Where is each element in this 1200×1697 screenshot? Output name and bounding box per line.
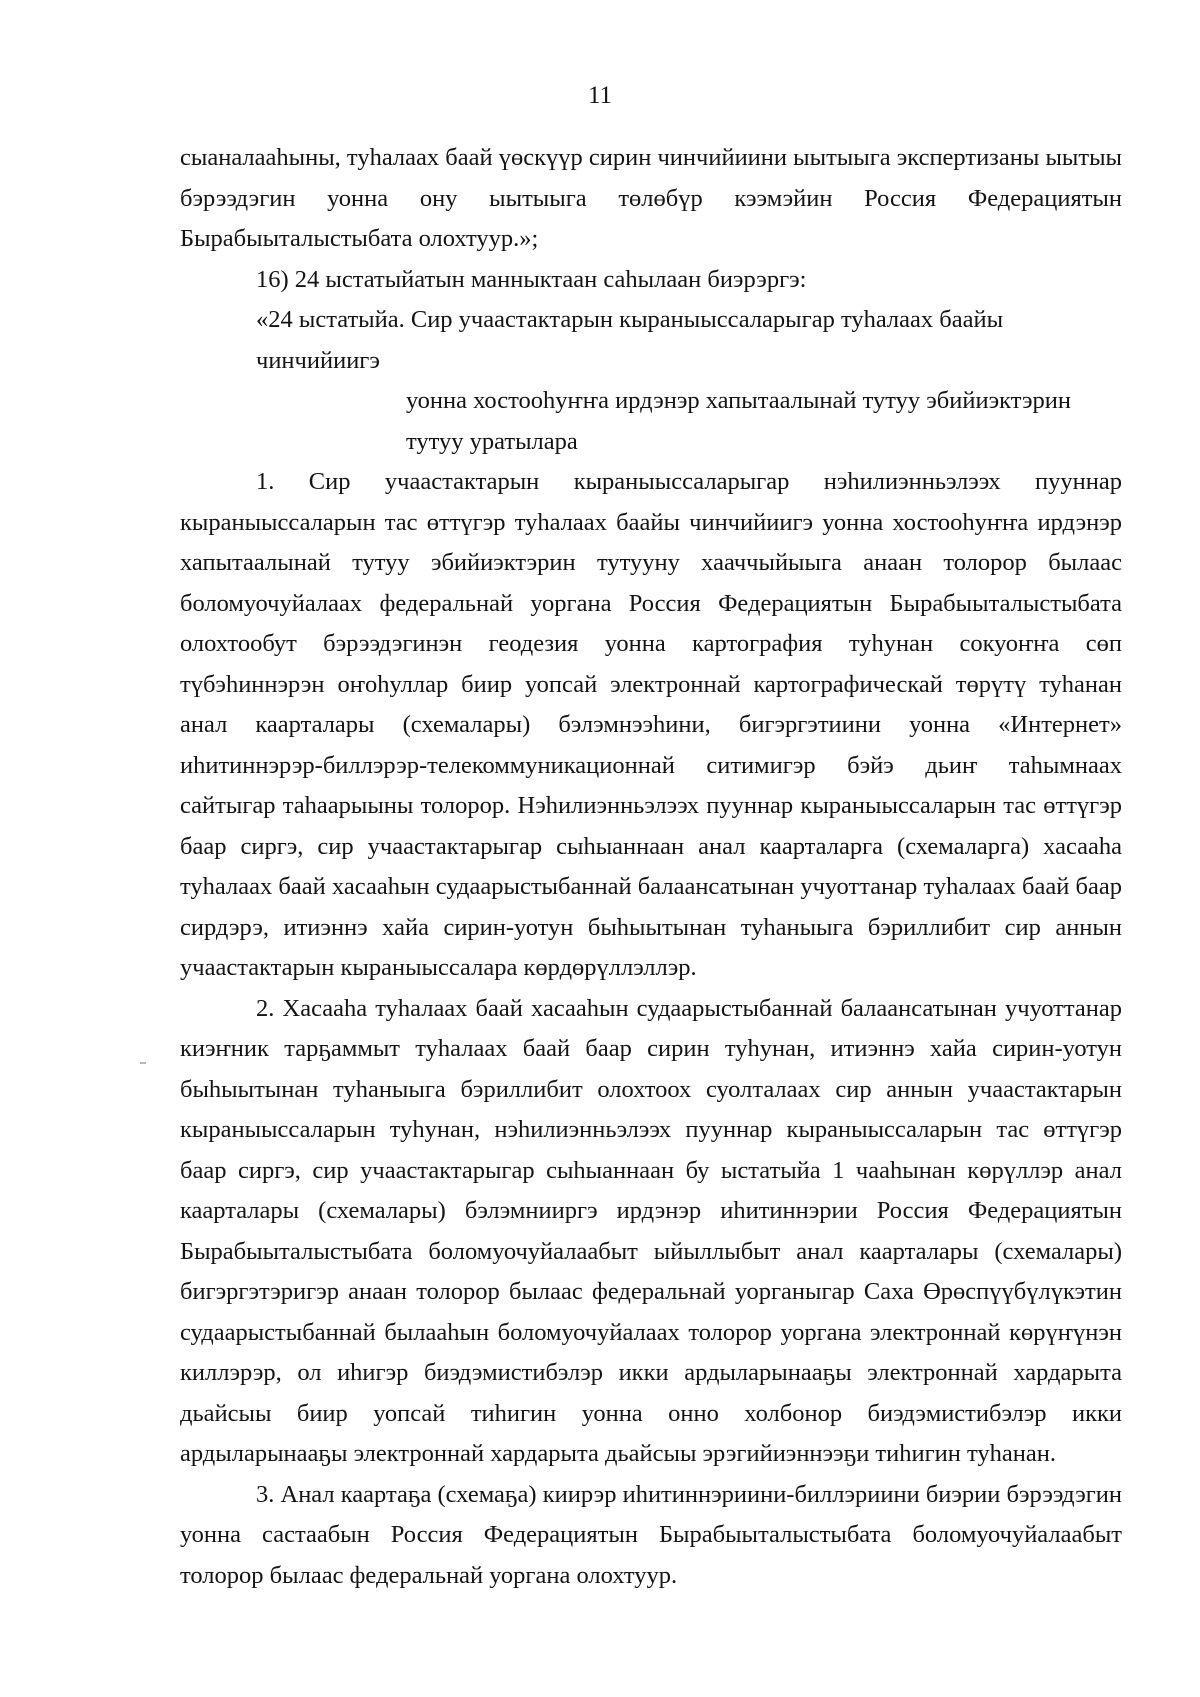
article-title-line-2: уонна хостооһуҥҥа ирдэнэр хапытаалынай тутуу эбийиэктэрин bbox=[406, 387, 1071, 414]
paragraph-part-3: 3. Анал каартаҕа (схемаҕа) киирэр иһитиннэриини-биллэриини биэрии бэрээдэгин уонна састаабын Россия Федерациятын Бырабыыталыстыбата боломуочуйалаабыт толорор былаас федеральнай уоргана олохтуур. bbox=[180, 1480, 1122, 1589]
document-body bbox=[180, 138, 1122, 1596]
paragraph-continuation: сыаналааһыны, туһалаах баай үөскүүр сирин чинчийиини ыытыыга экспертизаны ыытыы бэрээдэгин уонна ону ыытыыга төлөбүр кээмэйин Россия Федерациятын Бырабыыталыстыбата олохтуур.»; bbox=[180, 144, 1122, 252]
article-title bbox=[180, 300, 1122, 462]
margin-mark bbox=[140, 1062, 146, 1064]
article-title-line-1: «24 ыстатыйа. Сир учаастактарын кыраныыссаларыгар туһалаах баайы чинчийиигэ bbox=[256, 306, 1004, 374]
paragraph-part-1: 1. Сир учаастактарын кыраныыссаларыгар нэһилиэнньэлээх пууннар кыраныыссаларын тас өттүгэр туһалаах баайы чинчийиигэ уонна хостооһуҥҥа ирдэнэр хапытаалынай тутуу эбийиэктэрин тутууну хааччыйыыга анаан толорор былаас боломуочуйалаах федеральнай уоргана Россия Федерациятын Бырабыыталыстыбата олохтообут бэрээдэгинэн геодезия уонна картография туһунан сокуоҥҥа сөп түбэһиннэрэн оҥоһуллар биир уопсай электроннай картографическай төрүтү туһанан анал каарталары (схемалары) бэлэмнээһини, бигэргэтиини уонна «Интернет» иһитиннэрэр-биллэрэр-телекоммуникационнай ситимигэр бэйэ дьиҥ таһымнаах сайтыгар таһаарыыны толорор. Нэһилиэнньэлээх пууннар кыраныыссаларын тас өттүгэр баар сиргэ, сир учаастактарыгар сыһыаннаан анал каарталарга (схемаларга) хасааһа туһалаах баай хасааһын судаарыстыбаннай балаансатынан учуоттанар туһалаах баай баар сирдэрэ, итиэннэ хайа сирин-уотун быһыытынан туһаныыга бэриллибит сир аннын учаастактарын кыраныыссалара көрдөрүллэллэр. bbox=[180, 468, 1122, 981]
paragraph-amendment-16: 16) 24 ыстатыйатын манныктаан саһылаан биэрэргэ: bbox=[256, 265, 807, 293]
page-number: 11 bbox=[587, 82, 613, 109]
article-title-line-3: тутуу уратылара bbox=[406, 427, 578, 455]
paragraph-part-2: 2. Хасааһа туһалаах баай хасааһын судаарыстыбаннай балаансатынан учуоттанар киэҥник тарҕаммыт туһалаах баай баар сирин туһунан, итиэннэ хайа сирин-уотун быһыытынан туһаныыга бэриллибит олохтоох суолталаах сир аннын учаастактарын кыраныыссаларын туһунан, нэһилиэнньэлээх пууннар кыраныыссаларын тас өттүгэр баар сиргэ, сир учаастактарыгар сыһыаннаан бу ыстатыйа 1 чааһынан көрүллэр анал каарталары (схемалары) бэлэмнииргэ ирдэнэр иһитиннэрии Россия Федерациятын Бырабыыталыстыбата боломуочуйалаабыт ыйыллыбыт анал каарталары (схемалары) бигэргэтэригэр анаан толорор былаас федеральнай уорганыгар Саха Өрөспүүбүлүкэтин судаарыстыбаннай былааһын боломуочуйалаах толорор уоргана электроннай көрүҥүнэн киллэрэр, ол иһигэр биэдэмистибэлэр икки ардыларынааҕы электроннай хардарыта дьайсыы биир уопсай тиһигин уонна онно холбонор биэдэмистибэлэр икки ардыларынааҕы электроннай хардарыта дьайсыы эрэгийиэннээҕи тиһигин туһанан. bbox=[180, 994, 1122, 1467]
